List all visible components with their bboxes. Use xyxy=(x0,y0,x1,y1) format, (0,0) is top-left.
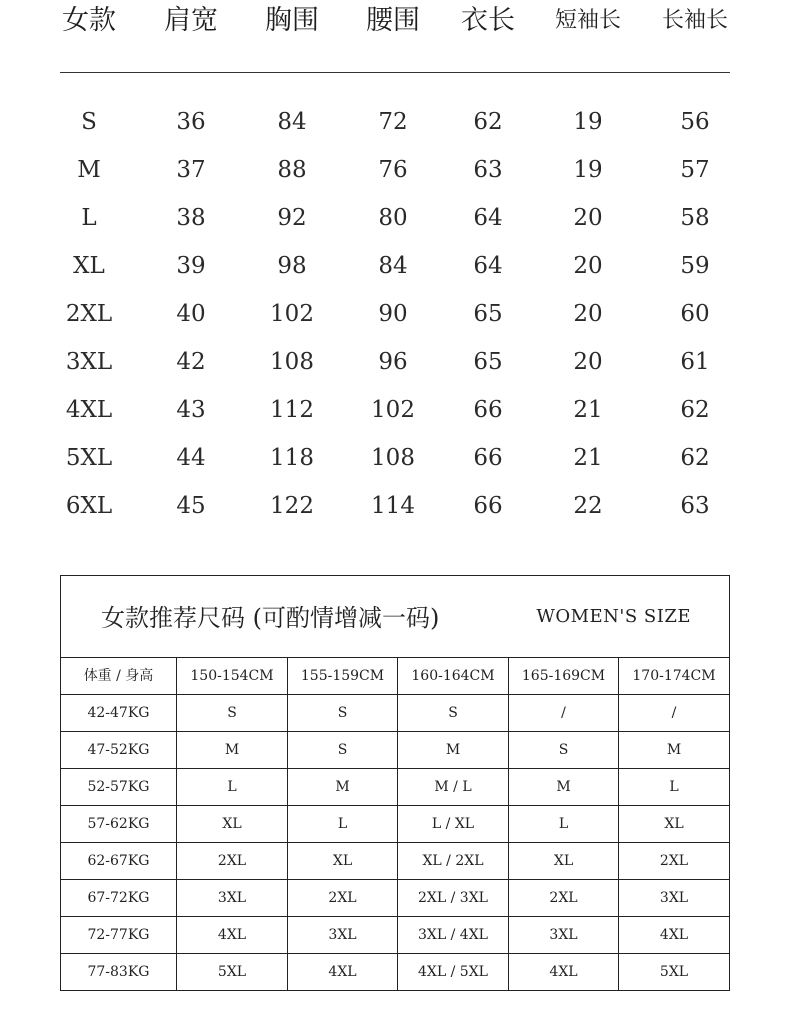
size-label: 6XL xyxy=(65,493,113,519)
header-shoulder: 肩宽 xyxy=(164,5,218,36)
measurement-value: 42 xyxy=(176,349,206,375)
height-range-header: 160-164CM xyxy=(398,658,509,695)
header-bust: 胸围 xyxy=(265,5,319,36)
height-range-header: 155-159CM xyxy=(288,658,398,695)
height-range-header: 165-169CM xyxy=(509,658,619,695)
measurement-value: 63 xyxy=(680,493,710,519)
measurement-row xyxy=(60,482,730,530)
recommended-size-cell: XL xyxy=(509,843,619,880)
recommendation-title: 女款推荐尺码 (可酌情增减一码) xyxy=(101,604,440,632)
header-waist: 腰围 xyxy=(366,5,420,36)
recommended-size-cell: / xyxy=(509,695,619,732)
measurement-value: 90 xyxy=(378,301,408,327)
recommended-size-cell: S xyxy=(288,695,398,732)
recommended-size-cell: S xyxy=(509,732,619,769)
measurement-body xyxy=(60,98,730,530)
recommended-size-cell: L xyxy=(619,769,729,806)
recommended-size-cell: L / XL xyxy=(398,806,509,843)
measurement-table xyxy=(60,0,730,519)
measurement-value: 98 xyxy=(277,253,307,279)
recommended-size-cell: 5XL xyxy=(659,964,689,980)
recommended-size-cell: 3XL / 4XL xyxy=(398,917,509,954)
measurement-value: 66 xyxy=(473,397,503,423)
weight-range-cell: 52-57KG xyxy=(61,769,177,806)
measurement-value: 45 xyxy=(176,493,206,519)
recommended-size-cell: 5XL xyxy=(177,954,288,991)
recommended-size-cell: 3XL xyxy=(288,917,398,954)
measurement-value: 64 xyxy=(473,205,503,231)
weight-range-cell: 67-72KG xyxy=(61,880,177,917)
measurement-row xyxy=(60,194,730,242)
measurement-value: 19 xyxy=(573,109,603,135)
size-label: S xyxy=(81,109,97,135)
recommendation-title-bar xyxy=(61,576,729,658)
measurement-value: 62 xyxy=(473,109,503,135)
recommended-size-cell: 2XL xyxy=(509,880,619,917)
measurement-row xyxy=(60,338,730,386)
size-label: 4XL xyxy=(65,397,113,423)
measurement-row xyxy=(60,98,730,146)
measurement-value: 102 xyxy=(371,397,415,423)
header-style: 女款 xyxy=(62,5,116,36)
weight-height-header: 体重 / 身高 xyxy=(61,658,177,695)
recommended-size-cell: M xyxy=(619,732,729,769)
measurement-value: 92 xyxy=(277,205,307,231)
measurement-value: 20 xyxy=(573,205,603,231)
measurement-value: 44 xyxy=(176,445,206,471)
recommended-size-cell: L xyxy=(177,769,288,806)
height-range-header: 150-154CM xyxy=(177,658,288,695)
recommended-size-cell: XL xyxy=(288,843,398,880)
header-long-sleeve: 长袖长 xyxy=(661,8,729,33)
measurement-value: 84 xyxy=(378,253,408,279)
recommended-size-cell: 4XL xyxy=(619,917,729,954)
measurement-value: 19 xyxy=(573,157,603,183)
recommended-size-cell: M / L xyxy=(398,769,509,806)
measurement-value: 60 xyxy=(680,301,710,327)
size-label: L xyxy=(81,205,97,231)
recommended-size-cell: 4XL / 5XL xyxy=(398,954,509,991)
measurement-value: 65 xyxy=(473,301,503,327)
measurement-row xyxy=(60,386,730,434)
measurement-value: 20 xyxy=(573,301,603,327)
recommendation-grid xyxy=(61,658,729,991)
size-recommendation-table xyxy=(60,575,730,991)
measurement-value: 114 xyxy=(371,493,415,519)
recommended-size-cell: 2XL xyxy=(619,843,729,880)
recommended-size-cell: / xyxy=(619,695,729,732)
weight-range-cell: 72-77KG xyxy=(61,917,177,954)
recommended-size-cell: L xyxy=(288,806,398,843)
measurement-value: 56 xyxy=(680,109,710,135)
measurement-value: 59 xyxy=(680,253,710,279)
measurement-value: 62 xyxy=(680,397,710,423)
recommended-size-cell: 3XL xyxy=(619,880,729,917)
measurement-value: 66 xyxy=(473,493,503,519)
recommended-size-cell: S xyxy=(398,695,509,732)
weight-range-cell: 62-67KG xyxy=(61,843,177,880)
measurement-value: 76 xyxy=(378,157,408,183)
measurement-value: 40 xyxy=(176,301,206,327)
recommended-size-cell: 3XL xyxy=(177,880,288,917)
measurement-value: 118 xyxy=(270,445,314,471)
measurement-value: 58 xyxy=(680,205,710,231)
measurement-value: 38 xyxy=(176,205,206,231)
measurement-value: 64 xyxy=(473,253,503,279)
measurement-value: 112 xyxy=(270,397,314,423)
measurement-value: 122 xyxy=(270,493,314,519)
measurement-header-row xyxy=(60,0,730,36)
recommended-size-cell: 2XL xyxy=(177,843,288,880)
header-divider xyxy=(60,72,730,73)
measurement-value: 22 xyxy=(573,493,603,519)
recommended-size-cell: 4XL xyxy=(177,917,288,954)
recommended-size-cell: 2XL / 3XL xyxy=(398,880,509,917)
measurement-value: 21 xyxy=(573,397,603,423)
measurement-value: 39 xyxy=(176,253,206,279)
measurement-value: 21 xyxy=(573,445,603,471)
header-short-sleeve: 短袖长 xyxy=(554,8,622,33)
womens-size-label: WOMEN'S SIZE xyxy=(536,606,691,627)
measurement-value: 65 xyxy=(473,349,503,375)
recommended-size-cell: 2XL xyxy=(288,880,398,917)
recommended-size-cell: M xyxy=(398,732,509,769)
weight-range-cell: 47-52KG xyxy=(61,732,177,769)
weight-range-cell: 42-47KG xyxy=(61,695,177,732)
measurement-value: 108 xyxy=(270,349,314,375)
measurement-value: 108 xyxy=(371,445,415,471)
measurement-value: 20 xyxy=(573,349,603,375)
size-label: M xyxy=(77,157,101,183)
measurement-value: 88 xyxy=(277,157,307,183)
size-label: 3XL xyxy=(65,349,113,375)
recommended-size-cell: M xyxy=(509,769,619,806)
recommended-size-cell: S xyxy=(288,732,398,769)
measurement-value: 72 xyxy=(378,109,408,135)
weight-range-cell: 57-62KG xyxy=(61,806,177,843)
weight-range-cell: 77-83KG xyxy=(61,954,177,991)
recommended-size-cell: XL xyxy=(619,806,729,843)
size-label: 5XL xyxy=(65,445,113,471)
measurement-value: 37 xyxy=(176,157,206,183)
header-length: 衣长 xyxy=(461,5,515,36)
recommended-size-cell: XL xyxy=(177,806,288,843)
measurement-row xyxy=(60,434,730,482)
measurement-value: 62 xyxy=(680,445,710,471)
measurement-value: 102 xyxy=(270,301,314,327)
measurement-value: 66 xyxy=(473,445,503,471)
recommended-size-cell: 4XL xyxy=(509,954,619,991)
measurement-value: 84 xyxy=(277,109,307,135)
measurement-value: 61 xyxy=(680,349,710,375)
measurement-row xyxy=(60,146,730,194)
size-label: XL xyxy=(73,253,105,279)
recommended-size-cell: 3XL xyxy=(509,917,619,954)
measurement-value: 20 xyxy=(573,253,603,279)
measurement-row xyxy=(60,290,730,338)
height-range-header: 170-174CM xyxy=(619,658,729,695)
measurement-value: 36 xyxy=(176,109,206,135)
measurement-value: 57 xyxy=(680,157,710,183)
recommended-size-cell: M xyxy=(177,732,288,769)
measurement-value: 63 xyxy=(473,157,503,183)
recommended-size-cell: S xyxy=(177,695,288,732)
measurement-value: 43 xyxy=(176,397,206,423)
recommended-size-cell: M xyxy=(288,769,398,806)
size-label: 2XL xyxy=(65,301,113,327)
recommended-size-cell: 4XL xyxy=(288,954,398,991)
recommended-size-cell: XL / 2XL xyxy=(398,843,509,880)
measurement-row xyxy=(60,242,730,290)
measurement-value: 80 xyxy=(378,205,408,231)
measurement-value: 96 xyxy=(378,349,408,375)
recommended-size-cell: L xyxy=(509,806,619,843)
